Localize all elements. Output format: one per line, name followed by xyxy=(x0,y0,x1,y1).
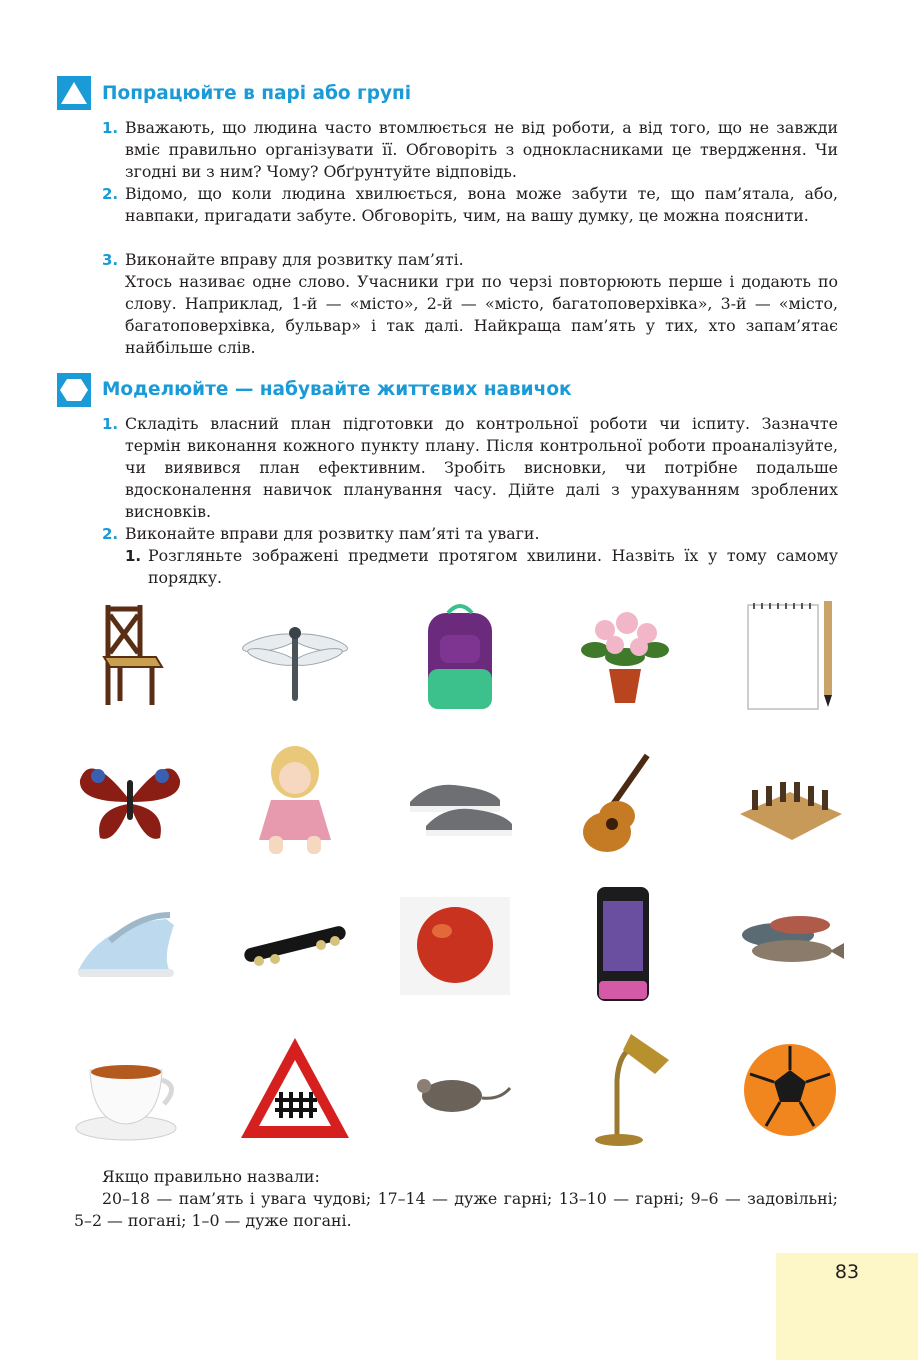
task-number: 2. xyxy=(102,185,119,203)
iron-icon xyxy=(70,885,190,1005)
task-text: Відомо, що коли людина хвилюється, вона може забути те, що пам’ятала, або, навпаки, пригадати забуте. Обговоріть, чим, на вашу думку, це можна пояснити. xyxy=(125,184,838,225)
mouse-icon xyxy=(400,1030,520,1150)
chess-icon xyxy=(730,740,850,860)
subtask-text: Розгляньте зображені предмети протягом хвилини. Назвіть їх у тому самому порядку. xyxy=(148,546,838,587)
section-title-life-skills: Моделюйте — набувайте життєвих навичок xyxy=(102,379,572,400)
task-text: Виконайте вправи для розвитку пам’яті та уваги. xyxy=(125,524,540,543)
subtask-2-2-1 xyxy=(125,545,838,589)
task-1-3 xyxy=(102,249,838,359)
butterfly-icon xyxy=(70,740,190,860)
backpack-icon xyxy=(400,595,520,715)
section-title-pair-work: Попрацюйте в парі або групі xyxy=(102,83,412,104)
mobile-phone-icon xyxy=(565,885,685,1005)
guitar-icon xyxy=(565,740,685,860)
task-text: Виконайте вправу для розвитку пам’яті. xyxy=(125,250,464,269)
doll-icon xyxy=(235,740,355,860)
subtask-number: 1. xyxy=(125,547,142,565)
task-number: 1. xyxy=(102,415,119,433)
result-intro: Якщо правильно назвали: xyxy=(102,1167,320,1186)
chair-icon xyxy=(70,595,190,715)
flower-pot-icon xyxy=(565,595,685,715)
hexagon-icon xyxy=(57,373,91,407)
fish-icon xyxy=(730,885,850,1005)
dragonfly-icon xyxy=(235,595,355,715)
apple-icon xyxy=(400,885,520,1005)
skateboard-icon xyxy=(235,885,355,1005)
task-2-2 xyxy=(102,523,838,545)
railway-crossing-sign-icon xyxy=(235,1030,355,1150)
task-number: 3. xyxy=(102,251,119,269)
page-number: 83 xyxy=(834,1261,860,1283)
tea-cup-icon xyxy=(70,1030,190,1150)
task-text: Складіть власний план підготовки до контрольної роботи чи іспиту. Зазначте термін виконання кожного пункту плану. Після контрольної роботи проаналізуйте, чи виявився план ефективним. Зробіть висновки, чи потрібне подальше вдосконалення навичок планування часу. Дійте далі з урахуванням зроблених висновків. xyxy=(125,414,838,521)
page-number-box xyxy=(776,1253,918,1360)
pictures-grid xyxy=(70,595,850,1155)
notepad-pen-icon xyxy=(730,595,850,715)
triangle-icon xyxy=(57,76,91,110)
task-2-1 xyxy=(102,413,838,523)
desk-lamp-icon xyxy=(565,1030,685,1150)
task-number: 2. xyxy=(102,525,119,543)
task-1-1 xyxy=(102,117,838,183)
sneakers-icon xyxy=(400,740,520,860)
task-1-2 xyxy=(102,183,838,227)
soccer-ball-icon xyxy=(730,1030,850,1150)
task-text: Вважають, що людина часто втомлюється не від роботи, а від того, що не завжди вміє правильно організувати її. Обговоріть з однокласниками це твердження. Чи згодні ви з ним? Чому? Обґрунтуйте відповідь. xyxy=(125,118,838,181)
task-number: 1. xyxy=(102,119,119,137)
result-scale: 20–18 — пам’ять і увага чудові; 17–14 — дуже гарні; 13–10 — гарні; 9–6 — задовільні; 5–2 — погані; 1–0 — дуже погані. xyxy=(74,1189,838,1230)
task-text-continued: Хтось називає одне слово. Учасники гри по черзі повторюють перше і додають по слову. Наприклад, 1-й — «місто», 2-й — «місто, багатоповерхівка», 3-й — «місто, багатоповерхівка, бульвар» і так далі. Найкраща пам’ять у тих, хто запам’ятає найбільше слів. xyxy=(125,272,838,357)
